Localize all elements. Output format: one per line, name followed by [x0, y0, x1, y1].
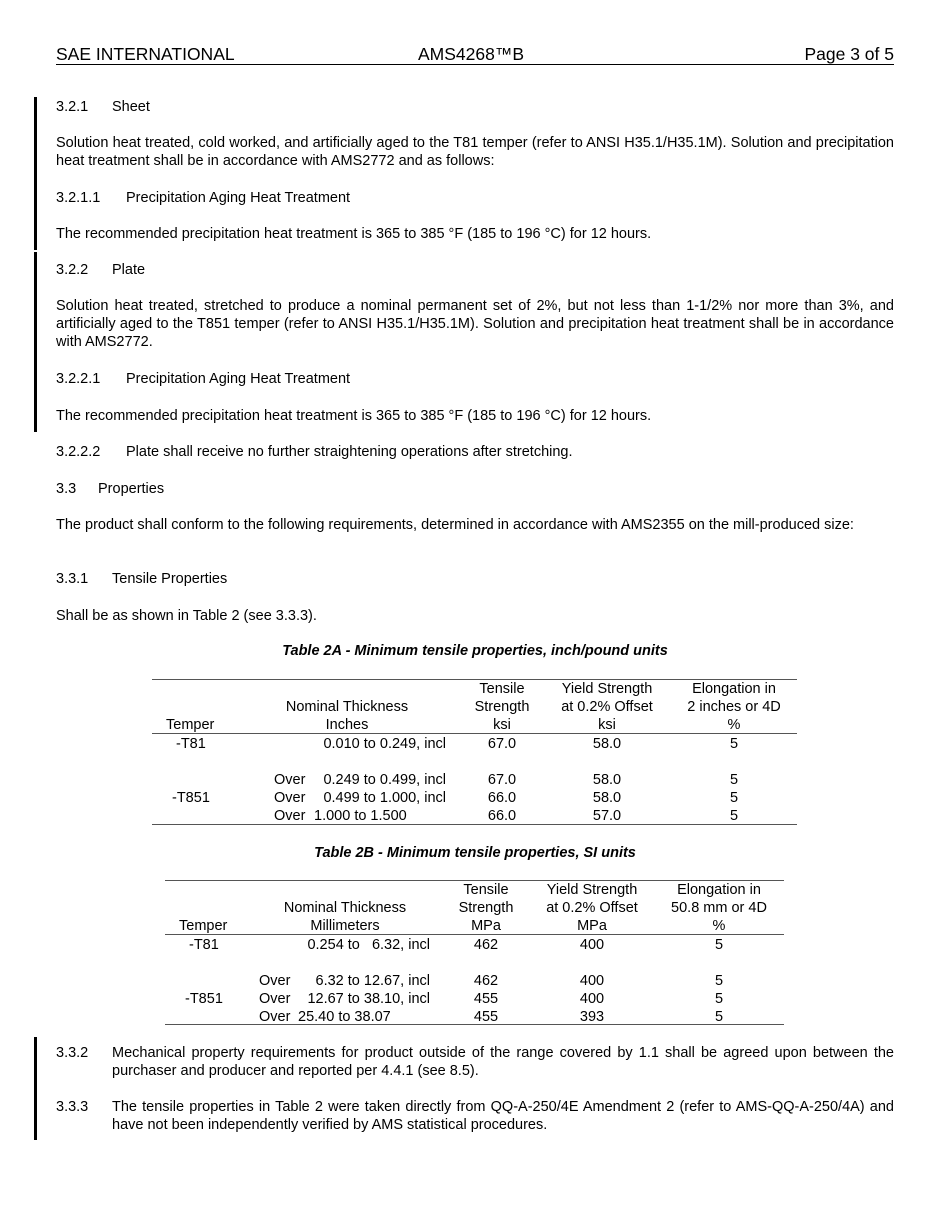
table-cell: -T851 [185, 991, 223, 1007]
revision-bar [34, 252, 37, 432]
section-heading [56, 443, 894, 461]
table-caption: Table 2A - Minimum tensile properties, inch/pound units [282, 643, 668, 659]
table-cell: Over [259, 991, 291, 1007]
numbered-paragraph [56, 1098, 894, 1134]
table-cell: 57.0 [592, 808, 622, 824]
col-header-thickness: Nominal Thickness Millimeters [283, 900, 407, 934]
col-header-temper: Temper [166, 717, 215, 733]
table-cell: 5 [714, 937, 724, 953]
paragraph-text: Mechanical property requirements for product outside of the range covered by 1.1 shall be agreed upon between the purchaser and producer and reported per 4.4.1 (see 8.5). [112, 1045, 894, 1079]
table-cell: 67.0 [487, 736, 517, 752]
col-header-tensile: Tensile Strength MPa [458, 882, 514, 934]
section-title: Precipitation Aging Heat Treatment [126, 190, 351, 206]
section-heading [56, 189, 894, 207]
section-number: 3.2.2.1 [56, 371, 101, 387]
table-cell: 58.0 [592, 736, 622, 752]
section-number: 3.3 [56, 481, 77, 497]
paragraph: Solution heat treated, stretched to produce a nominal permanent set of 2%, but not less than 1-1/2% nor more than 3%, and artificially aged to the T851 temper (refer to ANSI H35.1/H35.1M). Solution and precipitation heat treatment shall be in accordance with AMS2772. [56, 298, 894, 350]
table-cell: Over [274, 808, 306, 824]
table-cell: 0.254 to 6.32, incl [307, 937, 430, 953]
paragraph: The recommended precipitation heat treatment is 365 to 385 °F (185 to 196 °C) for 12 hours. [56, 226, 652, 242]
section-heading [56, 570, 894, 588]
table-cell: 5 [714, 973, 724, 989]
col-header-elongation: Elongation in 50.8 mm or 4D % [671, 882, 767, 934]
revision-bar [34, 97, 37, 250]
section-title: Sheet [112, 99, 150, 115]
header-org: SAE INTERNATIONAL [56, 44, 235, 64]
header-doc-id: AMS4268™B [418, 44, 525, 64]
table-cell: 58.0 [592, 790, 622, 806]
col-header-tensile: Tensile Strength ksi [474, 681, 530, 733]
table-cell: Over [274, 790, 306, 806]
section-heading [56, 480, 894, 498]
table-cell: 5 [729, 736, 739, 752]
revision-bar [34, 1037, 37, 1140]
header-page-number: Page 3 of 5 [804, 44, 894, 64]
paragraph: Solution heat treated, cold worked, and artificially aged to the T81 temper (refer to ANSI H35.1/H35.1M). Solution and precipitation heat treatment shall be in accordance with AMS2772 and as follows: [56, 135, 894, 169]
table-cell: 0.249 to 0.499, incl [323, 772, 446, 788]
col-header-yield: Yield Strength at 0.2% Offset ksi [561, 681, 653, 733]
paragraph: The recommended precipitation heat treatment is 365 to 385 °F (185 to 196 °C) for 12 hours. [56, 408, 652, 424]
table-cell: Over [259, 973, 291, 989]
table-cell: 400 [579, 937, 605, 953]
section-number: 3.2.1.1 [56, 190, 101, 206]
table-cell: 0.499 to 1.000, incl [323, 790, 446, 806]
table-cell: 12.67 to 38.10, incl [307, 991, 430, 1007]
table-cell: 400 [579, 973, 605, 989]
page-header [56, 44, 894, 65]
table-cell: -T81 [189, 937, 219, 953]
document-page [56, 0, 894, 1230]
section-number: 3.3.3 [56, 1099, 89, 1115]
table-cell: 462 [473, 973, 499, 989]
section-title: Tensile Properties [112, 571, 228, 587]
table-cell: 5 [714, 1009, 724, 1025]
section-heading [56, 261, 894, 279]
table-cell: -T851 [172, 790, 210, 806]
table-cell: 455 [473, 1009, 499, 1025]
table-cell: 5 [714, 991, 724, 1007]
table-cell: 66.0 [487, 808, 517, 824]
table-cell: 66.0 [487, 790, 517, 806]
table-cell: -T81 [176, 736, 206, 752]
paragraph-text: The tensile properties in Table 2 were taken directly from QQ-A-250/4E Amendment 2 (refer to AMS-QQ-A-250/4A) and have not been independently verified by AMS statistical procedures. [112, 1099, 894, 1133]
section-title: Plate shall receive no further straightening operations after stretching. [126, 444, 573, 460]
section-number: 3.2.2 [56, 262, 89, 278]
col-header-temper: Temper [179, 918, 228, 934]
section-heading [56, 98, 894, 116]
section-heading [56, 370, 894, 388]
col-header-thickness: Nominal Thickness Inches [285, 699, 409, 733]
section-title: Properties [98, 481, 165, 497]
table-cell: 1.000 to 1.500 [314, 808, 407, 824]
table-cell: 5 [729, 772, 739, 788]
table-cell: 25.40 to 38.07 [298, 1009, 391, 1025]
section-number: 3.3.2 [56, 1045, 89, 1061]
col-header-elongation: Elongation in 2 inches or 4D % [687, 681, 781, 733]
table-cell: 67.0 [487, 772, 517, 788]
paragraph: Shall be as shown in Table 2 (see 3.3.3). [56, 608, 317, 624]
numbered-paragraph [56, 1044, 894, 1080]
table-2a [152, 679, 797, 825]
section-title: Precipitation Aging Heat Treatment [126, 371, 351, 387]
section-number: 3.2.1 [56, 99, 89, 115]
table-cell: 400 [579, 991, 605, 1007]
table-cell: 5 [729, 808, 739, 824]
table-2b [165, 880, 784, 1025]
table-cell: Over [259, 1009, 291, 1025]
table-caption: Table 2B - Minimum tensile properties, SI units [314, 845, 636, 861]
table-cell: 5 [729, 790, 739, 806]
col-header-yield: Yield Strength at 0.2% Offset MPa [546, 882, 638, 934]
section-number: 3.2.2.2 [56, 444, 101, 460]
table-cell: 58.0 [592, 772, 622, 788]
table-cell: Over [274, 772, 306, 788]
section-number: 3.3.1 [56, 571, 89, 587]
section-title: Plate [112, 262, 146, 278]
paragraph: The product shall conform to the following requirements, determined in accordance with AMS2355 on the mill-produced size: [56, 517, 854, 533]
table-cell: 0.010 to 0.249, incl [323, 736, 446, 752]
table-cell: 393 [579, 1009, 605, 1025]
table-cell: 455 [473, 991, 499, 1007]
table-cell: 6.32 to 12.67, incl [315, 973, 430, 989]
table-cell: 462 [473, 937, 499, 953]
